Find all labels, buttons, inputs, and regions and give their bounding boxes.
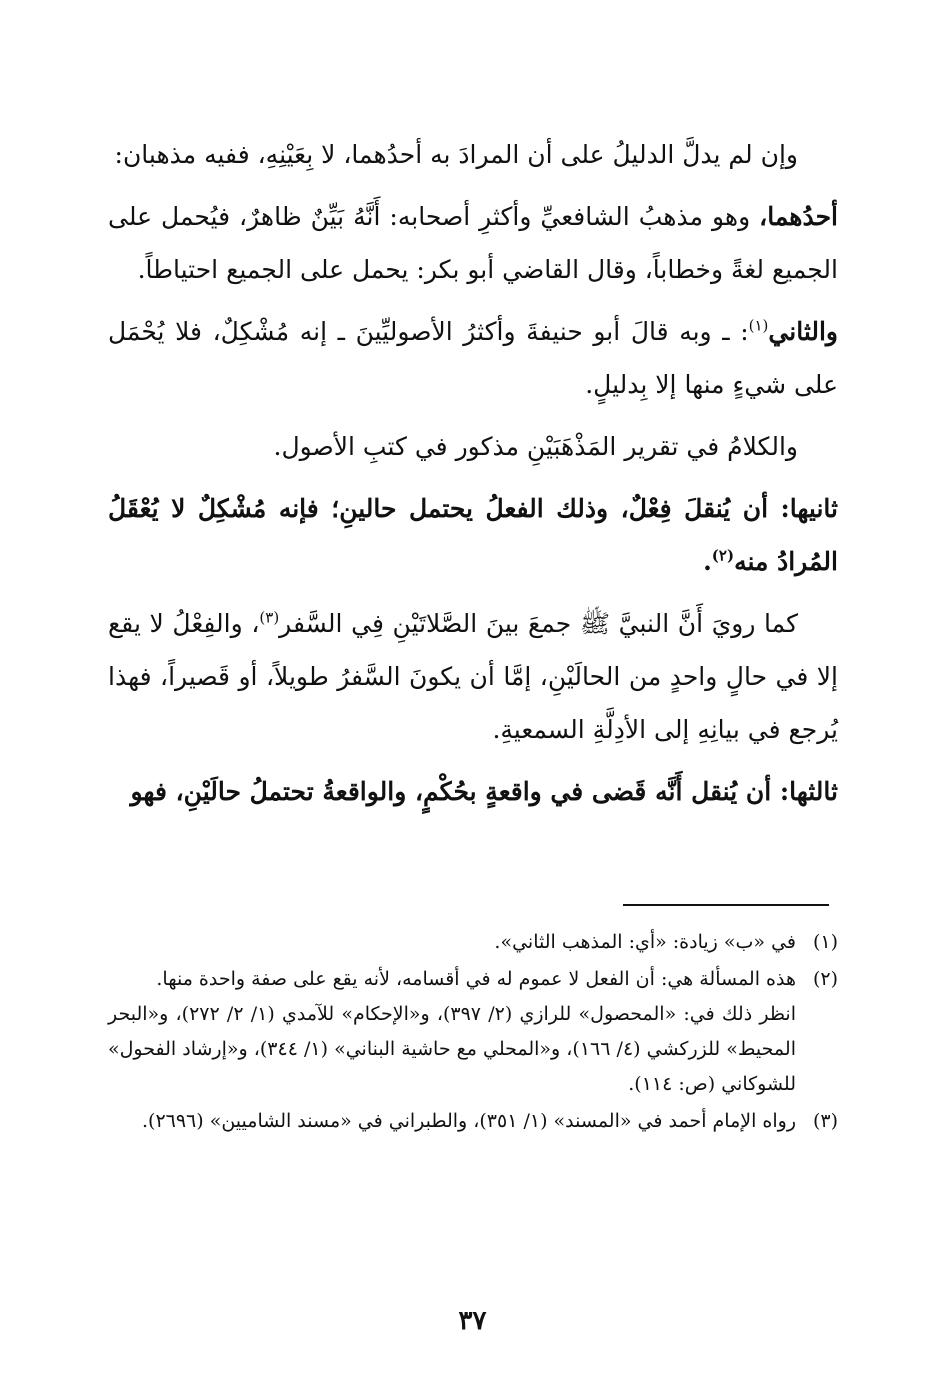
paragraph-text: ثانيها: أن يُنقلَ فِعْلٌ، وذلك الفعلُ يحتمل حالينِ؛ فإنه مُشْكِلٌ لا يُعْقَلُ المُرادُ منه: [108, 494, 838, 576]
main-text: [108, 128, 838, 827]
footnote-ref[interactable]: (١): [748, 316, 769, 335]
footnote: [108, 925, 838, 960]
footnote-body: [108, 1104, 796, 1139]
paragraph-text: وإن لم يدلَّ الدليلُ على أن المرادَ به أحدُهما، لا بِعَيْنِهِ، ففيه مذهبان:: [114, 140, 798, 169]
paragraph: [108, 128, 838, 181]
paragraph-end: .: [703, 547, 712, 576]
footnote-line: رواه الإمام أحمد في «المسند» (١/ ٣٥١)، والطبراني في «مسند الشاميين» (٢٦٩٦).: [141, 1110, 796, 1132]
footnote-body: [108, 925, 796, 960]
paragraph-text: كما رويَ أَنَّ النبيَّ ﷺ جمعَ بينَ الصَّلاتَيْنِ فِي السَّفر: [279, 609, 798, 638]
paragraph: [108, 420, 838, 473]
footnote: [108, 1104, 838, 1139]
paragraph: [108, 190, 838, 296]
paragraph-text: ، والفِعْلُ لا يقع إلا في حالٍ واحدٍ من الحالَيْنِ، إمَّا أن يكونَ السَّفرُ طويلاً، أو قَصيراً، فهذا يُرجع في بيانِهِ إلى الأدِلَّةِ السمعيةِ.: [108, 609, 838, 744]
paragraph-lead: والثاني: [768, 317, 838, 346]
paragraph: [108, 765, 838, 818]
footnote-body: [108, 962, 796, 1102]
footnote-ref[interactable]: (٣): [259, 608, 280, 627]
footnote-line: انظر ذلك في: «المحصول» للرازي (٢/ ٣٩٧)، و«الإحكام» للآمدي (١/ ٢/ ٢٧٢)، و«البحر المحيط» للزركشي (٤/ ١٦٦)، و«المحلي مع حاشية البناني» (١/ ٣٤٤)، و«إرشاد الفحول» للشوكاني (ص: ١١٤).: [108, 1003, 796, 1095]
footnote-line: هذه المسألة هي: أن الفعل لا عموم له في أقسامه، لأنه يقع على صفة واحدة منها.: [156, 968, 796, 990]
paragraph-text: وهو مذهبُ الشافعيِّ وأكثرِ أصحابه: أَنَّهُ بَيِّنٌ ظاهرٌ، فيُحمل على الجميع لغةً وخطاباً، وقال القاضي أبو بكر: يحمل على الجميع احتياطاً.: [108, 202, 838, 284]
paragraph-text: : ـ وبه قالَ أبو حنيفةَ وأكثرُ الأصوليِّينَ ـ إنه مُشْكِلٌ، فلا يُحْمَل على شيءٍ منها إلا بِدليلٍ.: [108, 317, 838, 399]
footnote-divider: [623, 904, 829, 906]
footnote-number: (٢): [812, 968, 838, 990]
footnote: [108, 962, 838, 1102]
paragraph: [108, 597, 838, 756]
footnote-ref[interactable]: (٢): [711, 546, 735, 565]
paragraph-text: ثالثها: أن يُنقل أَنَّه قَضى في واقعةٍ بحُكْمٍ، والواقعةُ تحتملُ حالَيْنِ، فهو: [130, 777, 838, 806]
footnote-number: (١): [812, 931, 838, 953]
footnote-number: (٣): [812, 1110, 838, 1132]
paragraph: [108, 305, 838, 411]
footnote-line: في «ب» زيادة: «أي: المذهب الثاني».: [494, 931, 796, 953]
paragraph: [108, 482, 838, 588]
paragraph-lead: أحدُهما،: [759, 202, 838, 231]
page-number: ٣٧: [458, 1306, 487, 1336]
paragraph-text: والكلامُ في تقرير المَذْهَبَيْنِ مذكور في كتبِ الأصول.: [273, 432, 798, 461]
footnotes: [108, 925, 838, 1141]
